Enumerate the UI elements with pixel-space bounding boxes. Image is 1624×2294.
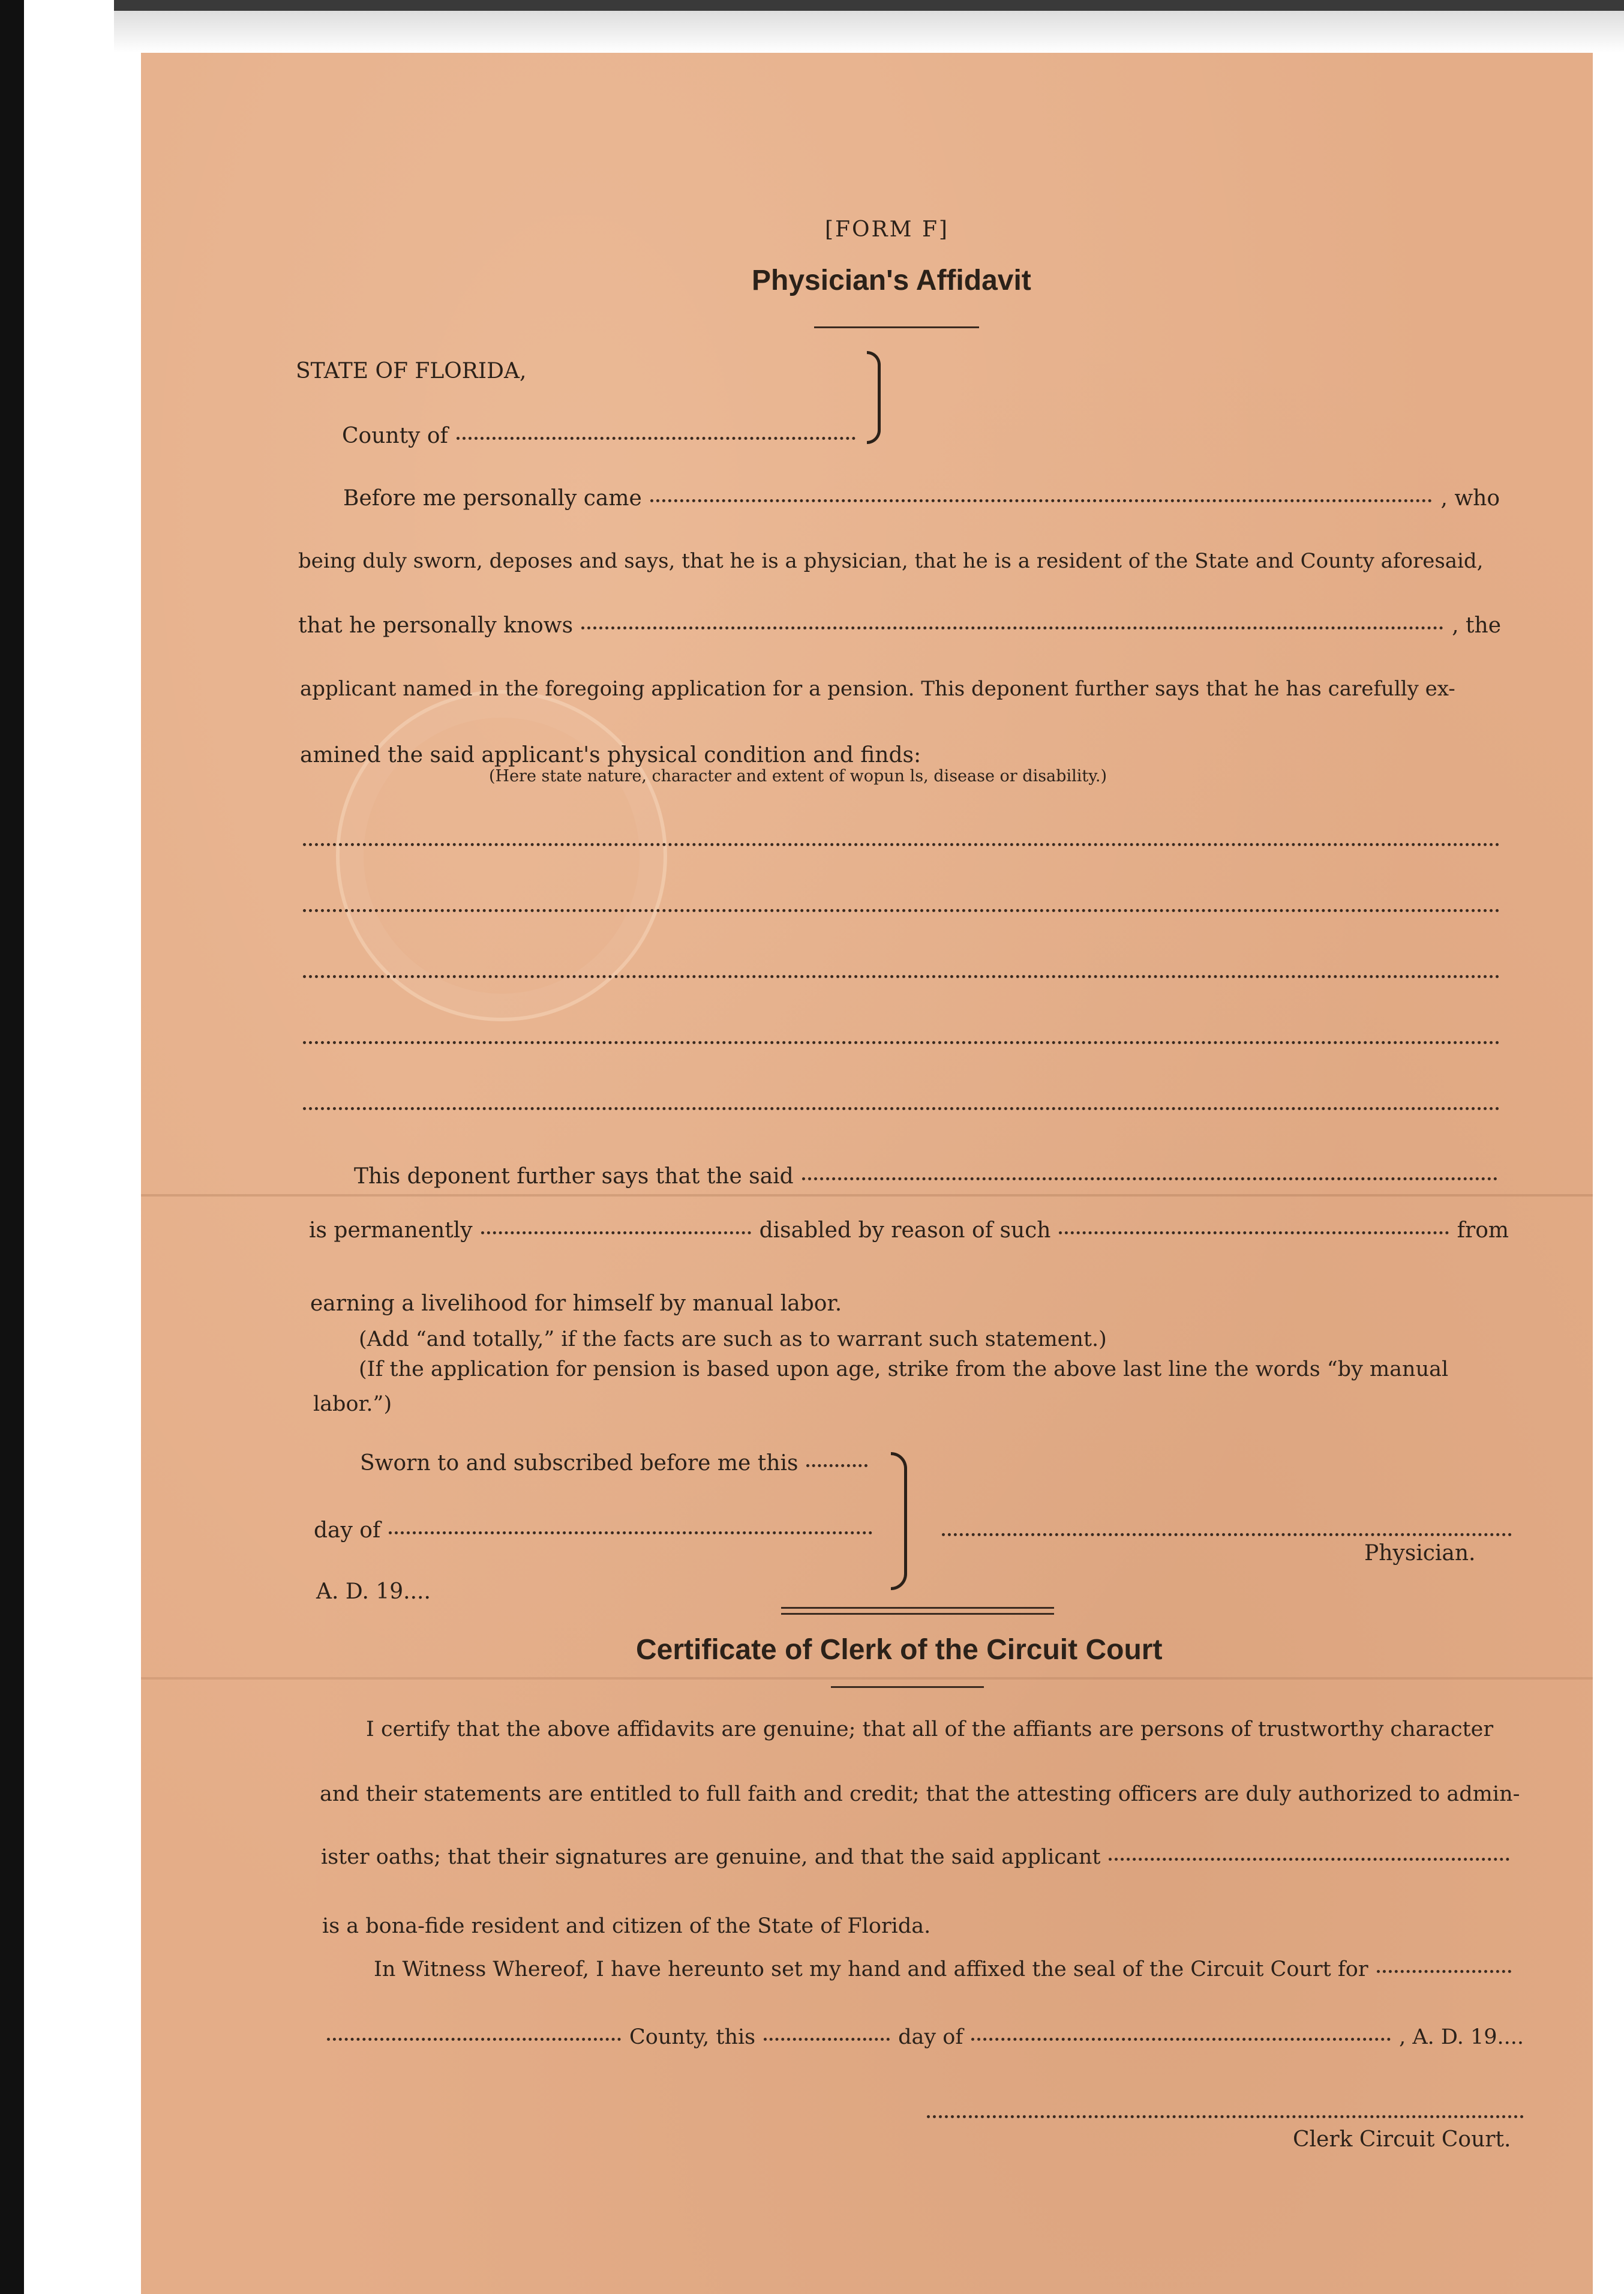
certificate-line-4: is a bona-fide resident and citizen of the State of Florida. bbox=[322, 1914, 931, 1938]
county-this-label: County, this bbox=[629, 2025, 756, 2049]
affidavit-line-1 bbox=[343, 486, 1500, 511]
certificate-line-3 bbox=[321, 1845, 1518, 1869]
findings-line bbox=[303, 909, 1500, 912]
certificate-date-line bbox=[327, 2025, 1524, 2049]
form-title: Physician's Affidavit bbox=[752, 265, 1031, 296]
further-label: This deponent further says that the said bbox=[354, 1164, 794, 1189]
cause-blank bbox=[1059, 1231, 1448, 1234]
applicant-blank bbox=[802, 1177, 1497, 1180]
the-label: , the bbox=[1452, 613, 1501, 638]
sworn-line bbox=[360, 1451, 876, 1476]
findings-line bbox=[303, 1041, 1500, 1044]
affidavit-line-2: being duly sworn, deposes and says, that he is a physician, that he is a resident of the State and County aforesaid, bbox=[298, 549, 1484, 573]
section-double-rule bbox=[781, 1607, 1054, 1609]
applicant-label: ister oaths; that their signatures are genuine, and that the said applicant bbox=[321, 1845, 1101, 1869]
jurat-year: A. D. 19.... bbox=[316, 1579, 431, 1604]
county-label: County of bbox=[342, 424, 448, 448]
livelihood-line: earning a livelihood for himself by manual labor. bbox=[310, 1291, 842, 1316]
county-blank bbox=[457, 437, 855, 440]
scanner-edge-top bbox=[114, 0, 1624, 11]
findings-line bbox=[303, 1107, 1500, 1110]
applicant-name-blank bbox=[581, 626, 1443, 629]
county-name-blank bbox=[327, 2038, 621, 2041]
disabled-label: disabled by reason of such bbox=[759, 1218, 1051, 1243]
county-line bbox=[342, 424, 864, 448]
clerk-signature-line bbox=[927, 2115, 1524, 2118]
clerk-label: Clerk Circuit Court. bbox=[1293, 2127, 1511, 2152]
certificate-rule bbox=[831, 1686, 984, 1688]
permanently-label: is permanently bbox=[309, 1218, 473, 1243]
title-rule bbox=[814, 326, 979, 328]
from-label: from bbox=[1457, 1218, 1509, 1243]
affiant-name-blank bbox=[650, 499, 1433, 502]
form-label: [FORM F] bbox=[825, 217, 949, 242]
cert-day-of-label: day of bbox=[898, 2025, 963, 2049]
findings-line bbox=[303, 975, 1500, 978]
cert-year-label: , A. D. 19.... bbox=[1399, 2025, 1524, 2049]
age-note: (If the application for pension is based upon age, strike from the above last line the words “by manual bbox=[359, 1357, 1449, 1381]
physician-label: Physician. bbox=[1364, 1541, 1476, 1566]
state-label: STATE OF FLORIDA, bbox=[296, 359, 527, 383]
cert-month-blank bbox=[971, 2038, 1391, 2041]
permanently-line bbox=[309, 1218, 1509, 1243]
findings-line bbox=[303, 843, 1500, 846]
witness-label: In Witness Whereof, I have hereunto set my hand and affixed the seal of the Circuit Court for bbox=[374, 1957, 1368, 1981]
further-says-line bbox=[354, 1164, 1506, 1189]
affidavit-line-4: applicant named in the foregoing application for a pension. This deponent further says that he has carefully ex- bbox=[300, 677, 1455, 701]
affidavit-line-3 bbox=[298, 613, 1501, 638]
month-blank bbox=[389, 1531, 872, 1534]
degree-blank bbox=[481, 1231, 751, 1234]
who-label: , who bbox=[1440, 486, 1500, 511]
totally-note: (Add “and totally,” if the facts are such as to warrant such statement.) bbox=[359, 1327, 1107, 1351]
witness-line bbox=[374, 1957, 1520, 1981]
section-double-rule bbox=[781, 1613, 1054, 1615]
jurat-day-line bbox=[314, 1518, 881, 1543]
scanner-shadow bbox=[114, 11, 1624, 53]
sworn-day-blank bbox=[806, 1464, 867, 1467]
embossed-seal bbox=[336, 690, 667, 1021]
day-of-label: day of bbox=[314, 1518, 381, 1543]
physician-signature-line bbox=[942, 1533, 1512, 1536]
paper-fold bbox=[141, 1677, 1593, 1680]
cert-day-blank bbox=[764, 2038, 890, 2041]
court-county-blank bbox=[1377, 1970, 1511, 1973]
scanner-edge-left bbox=[0, 0, 24, 2294]
certified-applicant-blank bbox=[1109, 1858, 1509, 1861]
certificate-line-2: and their statements are entitled to full faith and credit; that the attesting officers are duly authorized to admin- bbox=[320, 1782, 1520, 1806]
came-label: Before me personally came bbox=[343, 486, 642, 511]
certificate-title: Certificate of Clerk of the Circuit Court bbox=[636, 1634, 1163, 1666]
jurat-brace bbox=[891, 1452, 907, 1590]
affidavit-line-5: amined the said applicant's physical condition and finds: bbox=[300, 743, 921, 767]
sworn-label: Sworn to and subscribed before me this bbox=[360, 1451, 799, 1476]
age-note-end: labor.”) bbox=[313, 1392, 392, 1416]
knows-label: that he personally knows bbox=[298, 613, 574, 638]
certificate-line-1: I certify that the above affidavits are genuine; that all of the affiants are persons of trustworthy character bbox=[366, 1717, 1494, 1741]
condition-instruction: (Here state nature, character and extent of wopun ls, disease or disability.) bbox=[489, 767, 1107, 785]
paper-fold bbox=[141, 1194, 1593, 1197]
venue-brace bbox=[867, 351, 881, 444]
